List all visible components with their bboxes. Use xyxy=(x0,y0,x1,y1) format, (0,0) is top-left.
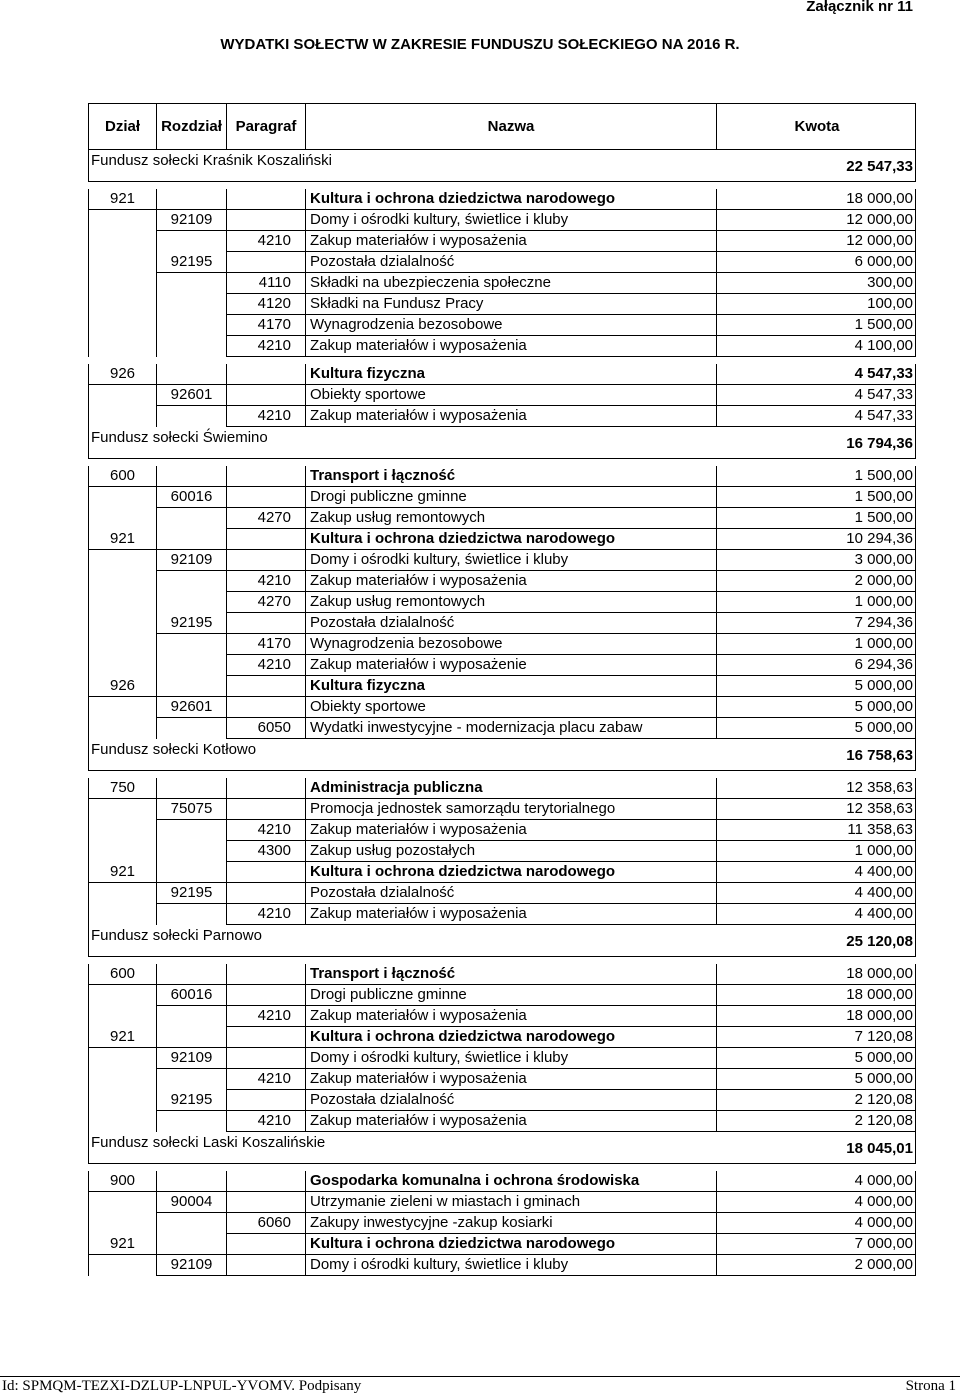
cell-paragraf: 4270 xyxy=(226,508,305,529)
table-row xyxy=(88,778,916,799)
cell-dzial: 926 xyxy=(88,676,156,697)
cell-dzial xyxy=(88,406,156,427)
cell-nazwa: Pozostała dzialalność xyxy=(305,613,716,634)
cell-dzial xyxy=(88,985,156,1006)
cell-dzial xyxy=(88,571,156,592)
cell-kwota: 3 000,00 xyxy=(716,550,916,571)
cell-nazwa: Zakup materiałów i wyposażenia xyxy=(305,571,716,592)
cell-nazwa: Pozostała dzialalność xyxy=(305,883,716,904)
cell-kwota: 300,00 xyxy=(716,273,916,294)
table-row xyxy=(88,676,916,697)
cell-rozdzial xyxy=(156,778,226,799)
cell-paragraf: 4210 xyxy=(226,406,305,427)
cell-nazwa: Zakup materiałów i wyposażenia xyxy=(305,1111,716,1132)
cell-nazwa: Obiekty sportowe xyxy=(305,385,716,406)
cell-nazwa: Kultura i ochrona dziedzictwa narodowego xyxy=(305,529,716,550)
table-row xyxy=(88,1006,916,1027)
cell-dzial xyxy=(88,508,156,529)
cell-dzial xyxy=(88,550,156,571)
cell-kwota: 1 500,00 xyxy=(716,487,916,508)
cell-dzial xyxy=(88,210,156,231)
cell-paragraf: 4300 xyxy=(226,841,305,862)
fund-section-header xyxy=(88,925,916,957)
cell-kwota: 4 000,00 xyxy=(716,1171,916,1192)
cell-dzial xyxy=(88,799,156,820)
cell-nazwa: Pozostała dzialalność xyxy=(305,252,716,273)
cell-nazwa: Zakupy inwestycyjne -zakup kosiarki xyxy=(305,1213,716,1234)
table-row xyxy=(88,655,916,676)
table-row xyxy=(88,294,916,315)
cell-nazwa: Promocja jednostek samorządu terytorialnego xyxy=(305,799,716,820)
cell-rozdzial: 92195 xyxy=(156,613,226,634)
cell-dzial xyxy=(88,1213,156,1234)
cell-nazwa: Zakup materiałów i wyposażenia xyxy=(305,336,716,357)
cell-rozdzial xyxy=(156,634,226,655)
cell-dzial: 921 xyxy=(88,529,156,550)
cell-paragraf xyxy=(226,1090,305,1111)
cell-paragraf: 4210 xyxy=(226,1006,305,1027)
cell-paragraf xyxy=(226,1192,305,1213)
cell-dzial: 900 xyxy=(88,1171,156,1192)
cell-rozdzial xyxy=(156,655,226,676)
cell-nazwa: Domy i ośrodki kultury, świetlice i kluby xyxy=(305,550,716,571)
cell-rozdzial: 92601 xyxy=(156,697,226,718)
cell-nazwa: Kultura i ochrona dziedzictwa narodowego xyxy=(305,1027,716,1048)
cell-paragraf xyxy=(226,1234,305,1255)
cell-dzial xyxy=(88,820,156,841)
cell-rozdzial xyxy=(156,529,226,550)
table-row xyxy=(88,466,916,487)
cell-nazwa: Kultura i ochrona dziedzictwa narodowego xyxy=(305,862,716,883)
cell-dzial xyxy=(88,592,156,613)
cell-dzial xyxy=(88,613,156,634)
table-row xyxy=(88,1234,916,1255)
cell-kwota: 2 000,00 xyxy=(716,571,916,592)
cell-kwota: 6 294,36 xyxy=(716,655,916,676)
cell-kwota: 4 400,00 xyxy=(716,862,916,883)
cell-paragraf xyxy=(226,862,305,883)
cell-rozdzial xyxy=(156,466,226,487)
cell-dzial xyxy=(88,634,156,655)
cell-nazwa: Składki na Fundusz Pracy xyxy=(305,294,716,315)
cell-nazwa: Utrzymanie zieleni w miastach i gminach xyxy=(305,1192,716,1213)
attachment-label: Załącznik nr 11 xyxy=(806,0,913,15)
table-row xyxy=(88,231,916,252)
cell-paragraf xyxy=(226,1255,305,1276)
cell-paragraf xyxy=(226,883,305,904)
cell-paragraf xyxy=(226,189,305,210)
cell-dzial xyxy=(88,252,156,273)
cell-rozdzial xyxy=(156,1171,226,1192)
cell-paragraf: 4210 xyxy=(226,904,305,925)
page-number: Strona 1 xyxy=(905,1378,956,1394)
table-row xyxy=(88,210,916,231)
table-row xyxy=(88,385,916,406)
cell-kwota: 1 500,00 xyxy=(716,508,916,529)
table-row xyxy=(88,189,916,210)
cell-nazwa: Domy i ośrodki kultury, świetlice i kluby xyxy=(305,210,716,231)
table-row xyxy=(88,273,916,294)
cell-nazwa: Drogi publiczne gminne xyxy=(305,487,716,508)
cell-nazwa: Zakup usług remontowych xyxy=(305,592,716,613)
fund-total: 25 120,08 xyxy=(846,933,913,950)
cell-paragraf: 4120 xyxy=(226,294,305,315)
cell-paragraf xyxy=(226,529,305,550)
cell-nazwa: Zakup materiałów i wyposażenia xyxy=(305,820,716,841)
cell-kwota: 18 000,00 xyxy=(716,1006,916,1027)
cell-rozdzial xyxy=(156,820,226,841)
table-row xyxy=(88,336,916,357)
cell-nazwa: Zakup materiałów i wyposażenia xyxy=(305,1006,716,1027)
cell-rozdzial: 92601 xyxy=(156,385,226,406)
cell-dzial: 600 xyxy=(88,964,156,985)
fund-name: Fundusz sołecki Kotłowo xyxy=(91,741,257,758)
cell-dzial: 921 xyxy=(88,189,156,210)
table-row xyxy=(88,985,916,1006)
cell-paragraf xyxy=(226,550,305,571)
table-row xyxy=(88,1048,916,1069)
cell-kwota: 4 000,00 xyxy=(716,1213,916,1234)
header-nazwa: Nazwa xyxy=(306,104,717,149)
cell-kwota: 12 358,63 xyxy=(716,778,916,799)
document-id: Id: SPMQM-TEZXI-DZLUP-LNPUL-YVOMV. Podpisany xyxy=(2,1378,362,1394)
cell-dzial xyxy=(88,315,156,336)
cell-dzial: 750 xyxy=(88,778,156,799)
table-body xyxy=(88,150,916,1276)
cell-dzial xyxy=(88,273,156,294)
cell-rozdzial xyxy=(156,315,226,336)
cell-rozdzial: 92109 xyxy=(156,550,226,571)
cell-paragraf xyxy=(226,210,305,231)
cell-rozdzial xyxy=(156,862,226,883)
cell-kwota: 4 000,00 xyxy=(716,1192,916,1213)
cell-rozdzial: 60016 xyxy=(156,985,226,1006)
cell-rozdzial: 75075 xyxy=(156,799,226,820)
table-row xyxy=(88,1027,916,1048)
table-row xyxy=(88,904,916,925)
cell-nazwa: Wydatki inwestycyjne - modernizacja placu zabaw xyxy=(305,718,716,739)
cell-dzial: 926 xyxy=(88,364,156,385)
cell-rozdzial xyxy=(156,364,226,385)
cell-dzial: 921 xyxy=(88,1027,156,1048)
cell-rozdzial xyxy=(156,592,226,613)
cell-rozdzial: 92109 xyxy=(156,210,226,231)
cell-kwota: 1 500,00 xyxy=(716,315,916,336)
cell-dzial xyxy=(88,231,156,252)
fund-name: Fundusz sołecki Świemino xyxy=(91,429,268,446)
cell-rozdzial xyxy=(156,718,226,739)
cell-rozdzial xyxy=(156,1213,226,1234)
cell-kwota: 7 120,08 xyxy=(716,1027,916,1048)
cell-rozdzial xyxy=(156,964,226,985)
cell-nazwa: Kultura i ochrona dziedzictwa narodowego xyxy=(305,1234,716,1255)
cell-kwota: 4 100,00 xyxy=(716,336,916,357)
cell-rozdzial xyxy=(156,231,226,252)
table-row xyxy=(88,613,916,634)
cell-dzial xyxy=(88,904,156,925)
cell-kwota: 5 000,00 xyxy=(716,1048,916,1069)
cell-kwota: 1 000,00 xyxy=(716,634,916,655)
table-row xyxy=(88,1213,916,1234)
table-row xyxy=(88,1090,916,1111)
cell-rozdzial: 92109 xyxy=(156,1255,226,1276)
cell-dzial xyxy=(88,697,156,718)
cell-kwota: 18 000,00 xyxy=(716,985,916,1006)
cell-kwota: 4 400,00 xyxy=(716,883,916,904)
cell-paragraf: 4210 xyxy=(226,1069,305,1090)
cell-kwota: 5 000,00 xyxy=(716,718,916,739)
cell-paragraf: 4210 xyxy=(226,655,305,676)
cell-nazwa: Zakup materiałów i wyposażenia xyxy=(305,406,716,427)
header-dzial: Dział xyxy=(89,104,157,149)
cell-kwota: 4 547,33 xyxy=(716,406,916,427)
cell-rozdzial xyxy=(156,841,226,862)
cell-nazwa: Gospodarka komunalna i ochrona środowiska xyxy=(305,1171,716,1192)
cell-paragraf xyxy=(226,799,305,820)
cell-rozdzial xyxy=(156,273,226,294)
cell-kwota: 12 000,00 xyxy=(716,210,916,231)
cell-dzial xyxy=(88,655,156,676)
table-row xyxy=(88,883,916,904)
table-row xyxy=(88,529,916,550)
cell-rozdzial xyxy=(156,904,226,925)
cell-paragraf xyxy=(226,778,305,799)
table-row xyxy=(88,487,916,508)
cell-dzial: 600 xyxy=(88,466,156,487)
cell-rozdzial xyxy=(156,1111,226,1132)
cell-nazwa: Zakup materiałów i wyposażenie xyxy=(305,655,716,676)
cell-dzial xyxy=(88,385,156,406)
cell-kwota: 4 547,33 xyxy=(716,364,916,385)
cell-rozdzial xyxy=(156,676,226,697)
cell-nazwa: Transport i łączność xyxy=(305,964,716,985)
cell-dzial xyxy=(88,883,156,904)
cell-paragraf: 6060 xyxy=(226,1213,305,1234)
cell-paragraf xyxy=(226,1027,305,1048)
header-rozdzial: Rozdział xyxy=(157,104,227,149)
expenditure-table xyxy=(88,103,916,1276)
cell-paragraf: 4210 xyxy=(226,820,305,841)
cell-dzial xyxy=(88,1192,156,1213)
cell-dzial xyxy=(88,1111,156,1132)
document-title: WYDATKI SOŁECTW W ZAKRESIE FUNDUSZU SOŁECKIEGO NA 2016 R. xyxy=(220,36,740,53)
table-row xyxy=(88,252,916,273)
table-row xyxy=(88,1171,916,1192)
cell-kwota: 2 120,08 xyxy=(716,1090,916,1111)
cell-paragraf xyxy=(226,252,305,273)
cell-paragraf xyxy=(226,466,305,487)
table-row xyxy=(88,315,916,336)
cell-paragraf xyxy=(226,697,305,718)
fund-section-header xyxy=(88,739,916,771)
cell-dzial xyxy=(88,294,156,315)
table-row xyxy=(88,1111,916,1132)
table-row xyxy=(88,1255,916,1276)
cell-nazwa: Zakup materiałów i wyposażenia xyxy=(305,904,716,925)
table-row xyxy=(88,1192,916,1213)
cell-rozdzial: 92195 xyxy=(156,883,226,904)
cell-rozdzial xyxy=(156,294,226,315)
cell-paragraf: 4210 xyxy=(226,1111,305,1132)
cell-nazwa: Pozostała dzialalność xyxy=(305,1090,716,1111)
cell-kwota: 1 500,00 xyxy=(716,466,916,487)
cell-nazwa: Zakup usług remontowych xyxy=(305,508,716,529)
cell-dzial xyxy=(88,336,156,357)
cell-paragraf xyxy=(226,385,305,406)
cell-kwota: 5 000,00 xyxy=(716,1069,916,1090)
cell-nazwa: Składki na ubezpieczenia społeczne xyxy=(305,273,716,294)
table-row xyxy=(88,718,916,739)
cell-nazwa: Kultura fizyczna xyxy=(305,364,716,385)
cell-dzial: 921 xyxy=(88,862,156,883)
table-row xyxy=(88,592,916,613)
cell-rozdzial xyxy=(156,1234,226,1255)
table-header xyxy=(88,103,916,150)
cell-nazwa: Obiekty sportowe xyxy=(305,697,716,718)
cell-kwota: 2 000,00 xyxy=(716,1255,916,1276)
cell-nazwa: Administracja publiczna xyxy=(305,778,716,799)
cell-rozdzial xyxy=(156,1069,226,1090)
table-row xyxy=(88,634,916,655)
cell-nazwa: Zakup materiałów i wyposażenia xyxy=(305,1069,716,1090)
table-row xyxy=(88,697,916,718)
fund-total: 16 758,63 xyxy=(846,747,913,764)
cell-rozdzial xyxy=(156,406,226,427)
fund-total: 22 547,33 xyxy=(846,158,913,175)
cell-paragraf xyxy=(226,364,305,385)
cell-kwota: 5 000,00 xyxy=(716,697,916,718)
cell-rozdzial: 92195 xyxy=(156,1090,226,1111)
cell-kwota: 4 547,33 xyxy=(716,385,916,406)
cell-rozdzial xyxy=(156,336,226,357)
table-row xyxy=(88,964,916,985)
cell-paragraf: 4210 xyxy=(226,336,305,357)
cell-kwota: 7 294,36 xyxy=(716,613,916,634)
cell-kwota: 1 000,00 xyxy=(716,592,916,613)
cell-kwota: 7 000,00 xyxy=(716,1234,916,1255)
fund-section-header xyxy=(88,427,916,459)
cell-dzial xyxy=(88,1069,156,1090)
cell-rozdzial: 92195 xyxy=(156,252,226,273)
cell-dzial xyxy=(88,1090,156,1111)
cell-paragraf xyxy=(226,1048,305,1069)
cell-paragraf xyxy=(226,1171,305,1192)
cell-nazwa: Wynagrodzenia bezosobowe xyxy=(305,634,716,655)
cell-kwota: 11 358,63 xyxy=(716,820,916,841)
cell-dzial xyxy=(88,487,156,508)
page-footer xyxy=(0,1376,960,1397)
cell-kwota: 2 120,08 xyxy=(716,1111,916,1132)
table-row xyxy=(88,364,916,385)
cell-rozdzial xyxy=(156,189,226,210)
table-row xyxy=(88,862,916,883)
table-row xyxy=(88,1069,916,1090)
cell-nazwa: Wynagrodzenia bezosobowe xyxy=(305,315,716,336)
cell-paragraf xyxy=(226,964,305,985)
cell-paragraf: 4210 xyxy=(226,571,305,592)
fund-section-header xyxy=(88,150,916,182)
cell-kwota: 18 000,00 xyxy=(716,964,916,985)
cell-nazwa: Kultura fizyczna xyxy=(305,676,716,697)
table-row xyxy=(88,406,916,427)
header-paragraf: Paragraf xyxy=(227,104,306,149)
cell-nazwa: Kultura i ochrona dziedzictwa narodowego xyxy=(305,189,716,210)
table-row xyxy=(88,841,916,862)
fund-name: Fundusz sołecki Laski Koszalińskie xyxy=(91,1134,326,1151)
table-row xyxy=(88,550,916,571)
cell-paragraf: 4170 xyxy=(226,315,305,336)
cell-kwota: 12 000,00 xyxy=(716,231,916,252)
cell-nazwa: Domy i ośrodki kultury, świetlice i kluby xyxy=(305,1255,716,1276)
cell-kwota: 10 294,36 xyxy=(716,529,916,550)
cell-dzial: 921 xyxy=(88,1234,156,1255)
cell-paragraf: 6050 xyxy=(226,718,305,739)
table-row xyxy=(88,820,916,841)
cell-kwota: 4 400,00 xyxy=(716,904,916,925)
cell-paragraf: 4270 xyxy=(226,592,305,613)
fund-name: Fundusz sołecki Kraśnik Koszaliński xyxy=(91,152,332,169)
table-row xyxy=(88,508,916,529)
table-row xyxy=(88,799,916,820)
cell-dzial xyxy=(88,841,156,862)
cell-paragraf xyxy=(226,487,305,508)
table-row xyxy=(88,571,916,592)
fund-name: Fundusz sołecki Parnowo xyxy=(91,927,262,944)
cell-kwota: 6 000,00 xyxy=(716,252,916,273)
cell-nazwa: Drogi publiczne gminne xyxy=(305,985,716,1006)
cell-kwota: 5 000,00 xyxy=(716,676,916,697)
cell-dzial xyxy=(88,1006,156,1027)
cell-rozdzial xyxy=(156,1027,226,1048)
cell-dzial xyxy=(88,1255,156,1276)
cell-paragraf xyxy=(226,676,305,697)
cell-dzial xyxy=(88,1048,156,1069)
cell-paragraf: 4210 xyxy=(226,231,305,252)
fund-total: 16 794,36 xyxy=(846,435,913,452)
cell-dzial xyxy=(88,718,156,739)
cell-paragraf xyxy=(226,985,305,1006)
cell-nazwa: Domy i ośrodki kultury, świetlice i kluby xyxy=(305,1048,716,1069)
cell-paragraf xyxy=(226,613,305,634)
cell-kwota: 12 358,63 xyxy=(716,799,916,820)
cell-kwota: 100,00 xyxy=(716,294,916,315)
cell-rozdzial: 92109 xyxy=(156,1048,226,1069)
cell-rozdzial: 60016 xyxy=(156,487,226,508)
cell-paragraf: 4170 xyxy=(226,634,305,655)
cell-nazwa: Transport i łączność xyxy=(305,466,716,487)
cell-rozdzial xyxy=(156,508,226,529)
cell-nazwa: Zakup usług pozostałych xyxy=(305,841,716,862)
fund-total: 18 045,01 xyxy=(846,1140,913,1157)
header-kwota: Kwota xyxy=(794,118,840,135)
fund-section-header xyxy=(88,1132,916,1164)
cell-nazwa: Zakup materiałów i wyposażenia xyxy=(305,231,716,252)
cell-kwota: 18 000,00 xyxy=(716,189,916,210)
cell-rozdzial xyxy=(156,1006,226,1027)
cell-rozdzial xyxy=(156,571,226,592)
cell-kwota: 1 000,00 xyxy=(716,841,916,862)
cell-rozdzial: 90004 xyxy=(156,1192,226,1213)
cell-paragraf: 4110 xyxy=(226,273,305,294)
